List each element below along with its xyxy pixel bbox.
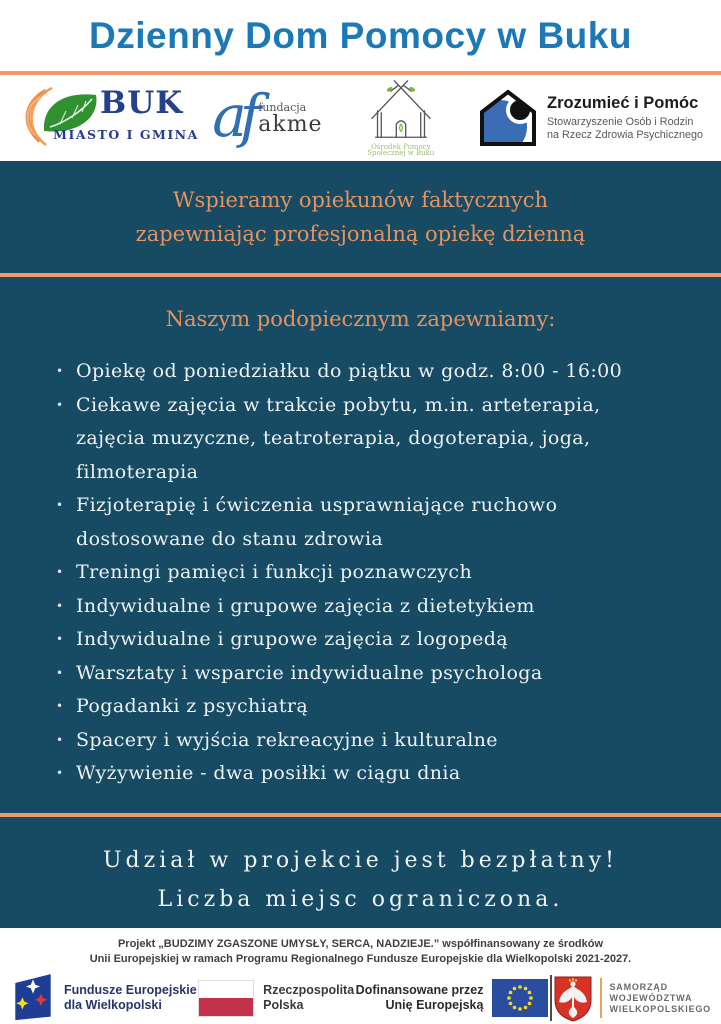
bullet-icon: •	[56, 665, 64, 680]
list-item	[56, 389, 668, 490]
zip-logo-title: Zrozumieć i Pomóc	[546, 93, 699, 112]
bullet-icon: •	[56, 598, 64, 613]
main-section	[0, 161, 721, 928]
ops-logo	[351, 79, 451, 157]
outro-line1: Udział w projekcie jest bezpłatny!	[103, 847, 618, 873]
list-item-text: Indywidualne i grupowe zajęcia z dietetykiem	[76, 594, 535, 617]
footer	[0, 928, 721, 1020]
project-funding-text	[0, 937, 721, 967]
eagle-shield-icon	[553, 974, 593, 1022]
poland-label-line1: Rzeczpospolita	[263, 982, 355, 997]
list-item	[56, 724, 668, 758]
divider	[0, 273, 721, 277]
list-item-text: Ciekawe zajęcia w trakcie pobytu, m.in. arteterapia, zajęcia muzyczne, teatroterapia, dogoterapia, joga, filmoterapia	[76, 393, 601, 483]
services-heading: Naszym podopiecznym zapewniamy:	[165, 307, 556, 331]
cofunded-label-line2: Unię Europejską	[385, 998, 484, 1012]
list-item-text: Indywidualne i grupowe zajęcia z logopedą	[76, 628, 509, 650]
bullet-icon: •	[56, 397, 64, 412]
header	[0, 0, 721, 75]
outro-text	[0, 841, 721, 919]
project-funding-line2: Unii Europejskiej w ramach Programu Regionalnego Fundusze Europejskie dla Wielkopolski 2021-2027.	[89, 953, 632, 965]
poland-label-line2: Polska	[263, 998, 304, 1012]
buk-logo-subtitle: MIASTO I GMINA	[53, 127, 199, 142]
bullet-icon: •	[56, 565, 64, 579]
eu-funds-logo	[10, 970, 197, 1024]
cofunded-label-line1: Dofinansowane przez	[355, 982, 484, 997]
akme-af-icon: af	[212, 82, 255, 150]
list-item-text: Fizjoterapię i ćwiczenia usprawniające ruchowo dostosowane do stanu zdrowia	[76, 494, 558, 550]
project-funding-line1: Projekt „BUDZIMY ZGASZONE UMYSŁY, SERCA, NADZIEJE.” współfinansowany ze środków	[117, 938, 604, 950]
zrozumiec-i-pomoc-logo	[479, 89, 707, 147]
cofunded-eu-logo	[356, 979, 549, 1017]
zip-logo-subtitle-line2: na Rzecz Zdrowia Psychicznego	[546, 129, 704, 141]
zip-logo-subtitle-line1: Stowarzyszenie Osób i Rodzin	[546, 115, 694, 128]
partner-logo-band	[0, 75, 721, 161]
list-item	[56, 690, 668, 724]
buk-logo-name: BUK	[100, 85, 184, 121]
list-item	[56, 556, 668, 590]
list-item	[56, 489, 668, 556]
akme-logo-small: fundacja	[258, 101, 307, 114]
divider	[0, 813, 721, 817]
samorzad-label-line3: WIELKOPOLSKIEGO	[609, 1003, 711, 1014]
intro-line1: Wspieramy opiekunów faktycznych	[172, 188, 549, 212]
akme-logo-name: akme	[258, 112, 323, 137]
bullet-icon: •	[56, 732, 64, 747]
list-item-text: Opiekę od poniedziałku do piątku w godz. 8:00 - 16:00	[76, 360, 623, 382]
samorzad-label-line1: SAMORZĄD	[609, 981, 668, 992]
poland-logo	[198, 980, 354, 1017]
list-item	[56, 355, 668, 389]
page-title: Dzienny Dom Pomocy w Buku	[89, 14, 632, 56]
list-item	[56, 590, 668, 624]
services-list	[56, 355, 668, 791]
eu-flag-icon	[492, 979, 548, 1017]
vertical-divider	[550, 975, 552, 1021]
ops-logo-caption-line2: Społecznej w Buku	[367, 149, 435, 157]
house-eye-icon	[479, 89, 537, 147]
eu-funds-label-line2: dla Wielkopolski	[64, 998, 162, 1012]
buk-logo	[14, 81, 212, 155]
footer-logo-strip	[0, 970, 721, 1024]
intro-line2: zapewniając profesjonalną opiekę dzienną	[135, 222, 586, 246]
list-item-text: Wyżywienie - dwa posiłki w ciągu dnia	[76, 762, 461, 784]
eu-funds-flag-icon	[10, 970, 56, 1024]
intro-text	[0, 183, 721, 251]
bullet-icon: •	[56, 364, 64, 378]
outro-line2: Liczba miejsc ograniczona.	[157, 886, 564, 912]
akme-logo	[212, 81, 322, 155]
list-item-text: Spacery i wyjścia rekreacyjne i kulturalne	[76, 728, 498, 751]
list-item-text: Warsztaty i wsparcie indywidualne psychologa	[76, 661, 543, 684]
eu-funds-label-line1: Fundusze Europejskie	[64, 982, 197, 997]
list-item	[56, 657, 668, 691]
poland-flag-icon	[198, 980, 254, 1017]
bullet-icon: •	[56, 498, 64, 512]
list-item	[56, 757, 668, 791]
house-sketch-icon	[356, 79, 446, 141]
list-item	[56, 623, 668, 657]
list-item-text: Pogadanki z psychiatrą	[76, 695, 309, 717]
samorzad-label-line2: WOJEWÓDZTWA	[609, 992, 693, 1003]
ops-logo-caption-line1: Ośrodek Pomocy	[371, 143, 431, 151]
bullet-icon: •	[56, 699, 64, 713]
list-item-text: Treningi pamięci i funkcji poznawczych	[76, 561, 473, 583]
bullet-icon: •	[56, 766, 64, 780]
vertical-divider-orange	[600, 978, 602, 1018]
samorzad-logo	[553, 974, 711, 1022]
bullet-icon: •	[56, 632, 64, 646]
